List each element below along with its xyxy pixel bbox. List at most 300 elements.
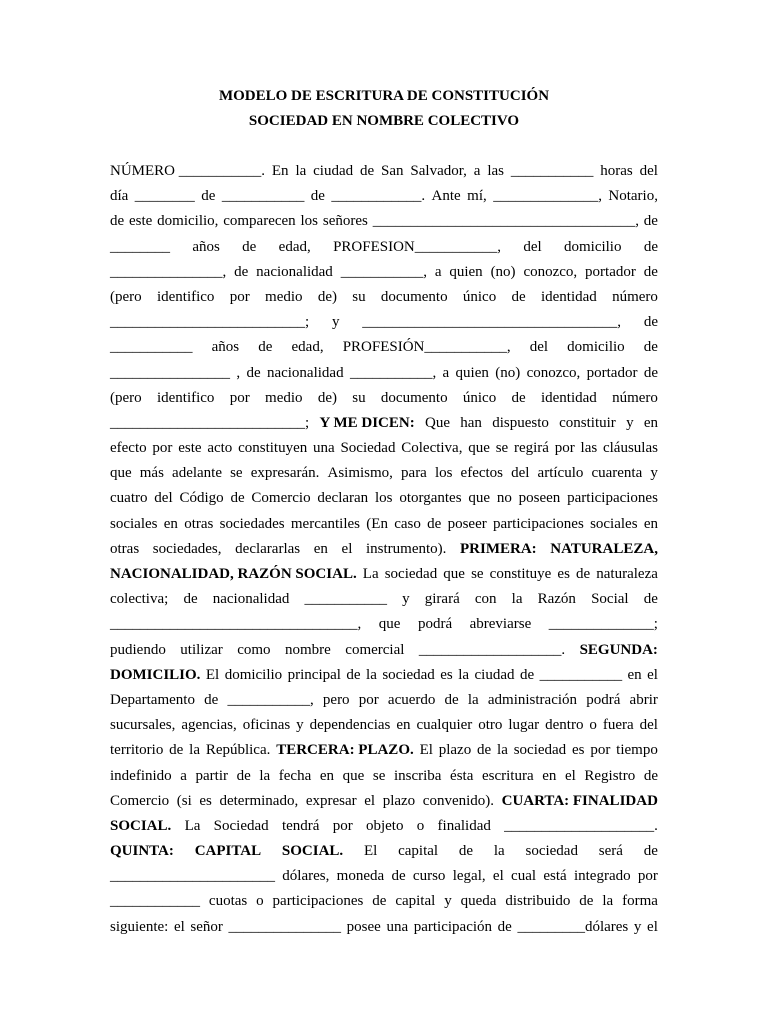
body-word: sociedad [382,666,435,683]
body-word: naturaleza [596,566,658,582]
body-word: es [572,742,585,759]
body-word: Ante [431,188,461,205]
body-word: efecto [110,440,147,457]
body-word: único [462,288,497,305]
body-line [110,663,658,688]
body-word: de) [317,288,337,305]
body-word: la [189,742,200,759]
body-word: con [474,591,497,608]
body-word: y [626,414,634,431]
body-word: participaciones [493,515,584,532]
body-word: siguiente: [110,918,169,935]
body-line [110,235,658,260]
body-word: partir [195,767,228,784]
body-word: tiempo [616,742,658,759]
body-word: identidad [540,288,597,305]
body-word: indefinido [110,767,172,784]
body-line [110,310,658,335]
bold-heading-text: CAPITAL [194,843,262,860]
body-word: en [319,767,335,784]
body-word: moneda [336,868,385,885]
body-word: Colectiva, [401,440,463,457]
body-word: de [183,591,198,608]
body-word: sociedades, [152,540,222,557]
body-word: inscriba [393,767,442,784]
body-word: a [180,767,187,784]
body-word: de [643,767,658,784]
body-word: por [152,440,173,457]
body-word: de [497,918,512,935]
body-word: instrumento). [365,540,447,557]
body-word: ciudad [474,666,515,683]
body-word: ésta [450,767,474,784]
body-word: participaciones [272,893,364,910]
body-word: y [296,717,304,734]
body-word: de [230,490,245,507]
body-word: de [511,389,526,406]
body-word: ciudad [313,163,354,179]
body-word: este [129,213,153,230]
body-word: las [487,163,504,179]
body-word: de [579,893,594,910]
body-word: ___________ [304,591,387,608]
body-word: que [468,490,491,507]
body-word: una [313,440,335,457]
body-word: __________________________________, [362,314,622,331]
body-word: constituyen [238,440,308,457]
body-word: en [163,515,178,532]
body-word: participaciones [567,490,658,507]
body-word: o [589,717,597,734]
body-word: PROFESION___________, [333,238,501,255]
body-word: mí, [467,188,487,205]
body-word: Sociedad [213,817,269,834]
body-word: del [639,163,658,179]
body-word: el [647,918,658,935]
body-word: dispuesto [492,414,549,431]
body-word: Sociedad [340,440,396,457]
body-word: en [643,414,658,431]
body-line [110,789,658,814]
body-word: El [205,666,220,683]
body-word: regirá [513,440,549,457]
body-word: por [637,868,658,885]
body-word: San [381,163,404,179]
body-word: República. [205,742,271,759]
body-word: sociedad [525,843,578,860]
body-word: lugar [508,717,540,734]
body-word: nacionalidad [266,364,344,381]
body-word: edad, [291,339,324,356]
bold-heading-text: PRIMERA: [460,540,537,557]
body-word: Comercio [110,792,170,809]
body-word: poseen [518,490,561,507]
body-line [110,361,658,386]
body-word: poseer [447,515,487,532]
body-word: (pero [110,288,142,305]
body-word: de [643,238,658,255]
body-word: adelante [172,465,222,482]
body-word: ___________ [221,188,305,205]
body-word: por [554,440,575,457]
body-word: acuerdo [387,691,436,708]
body-word: de [242,238,257,255]
body-word: oficinas [242,717,291,734]
body-word: ____________. [331,188,426,205]
body-word: las [580,440,598,457]
body-word: acto [207,440,233,457]
body-word: fuera [602,717,634,734]
body-word: o [256,893,264,910]
body-word: el [341,540,353,557]
body-word: en [643,515,658,532]
body-word: del [639,717,658,734]
body-word: y [633,918,642,935]
body-word: de [246,364,261,381]
body-word: tendrá [281,817,320,834]
body-word: este [178,440,202,457]
body-word: una [386,918,409,935]
body-line [110,335,658,360]
body-word: dependencias [309,717,391,734]
body-word: determinado, [219,792,299,809]
body-word: la [493,843,505,860]
body-word: abrir [629,691,658,708]
body-word: la [259,767,271,784]
body-word: documento [380,288,448,305]
body-word: en [313,540,328,557]
body-word: de [346,666,361,683]
body-word: capital [398,843,439,860]
body-word: de [258,339,273,356]
body-word: ______________________ [110,868,275,885]
body-word: PROFESIÓN___________, [342,339,511,356]
body-word: por [229,389,250,406]
body-word: queda [460,893,497,910]
body-word: a [473,163,481,179]
body-word: los [300,213,319,230]
body-word: número [612,389,658,406]
body-line [110,512,658,537]
body-word: cuatro [110,490,148,507]
bold-heading-text: SEGUNDA: [579,641,658,658]
body-word: que [443,566,465,582]
body-word: ____________________. [504,817,658,834]
body-word: de [372,893,387,910]
body-word: ______________; [548,616,658,633]
body-word: han [460,414,482,431]
body-word: a [434,263,442,280]
body-word: para [401,465,427,482]
body-word: nombre [285,641,331,658]
body-word: de [234,263,249,280]
body-line [110,411,658,436]
body-word: ___________________. [418,641,566,658]
body-word: identidad [540,389,597,406]
body-word: por [358,691,379,708]
body-word: portador [585,263,636,280]
body-word: Notario, [608,188,658,205]
body-word: en [396,717,411,734]
body-word: Salvador, [410,163,467,179]
body-word: constituir [559,414,616,431]
body-word: el [564,767,576,784]
body-word: será [598,843,623,860]
body-word: dentro [545,717,584,734]
body-word: (pero [110,389,142,406]
body-word: artículo [537,465,584,482]
body-word: abreviarse [469,616,532,633]
bold-heading-text: SOCIAL. [110,817,172,834]
body-word: conozco, [526,364,581,381]
body-word: principal [287,666,341,683]
body-word: de [427,515,442,532]
body-word: ________ [134,188,195,205]
body-word: Razón [537,591,576,608]
body-line [110,688,658,713]
body-word: declararlas [235,540,301,557]
body-line [110,159,658,184]
body-word: la [602,893,614,910]
body-word: otorgantes [399,490,462,507]
bold-heading-text: SOCIAL. [281,843,344,860]
body-word: quien [455,364,489,381]
body-word: El [363,843,378,860]
body-word: declaran [317,490,369,507]
body-word: _______________, [110,263,227,280]
body-word: de [458,843,474,860]
body-word: pudiendo [110,641,166,658]
body-word: los [434,465,453,482]
body-word: señores [322,213,368,230]
body-word: y [444,893,452,910]
body-word: finalidad [437,817,491,834]
body-word: nacionalidad [212,591,290,608]
body-line [110,713,658,738]
body-line [110,209,658,234]
bold-heading-text: Y ME DICEN: [319,414,415,431]
body-word: de [236,767,251,784]
body-word: plazo [382,792,416,809]
body-word: señor [190,918,223,935]
body-word: de [360,163,375,179]
body-line [110,889,658,914]
document-title: MODELO DE ESCRITURA DE CONSTITUCIÓN [218,88,550,104]
body-word: La [184,817,201,834]
body-word: legal, [452,868,486,885]
body-word: el [492,868,504,885]
body-word: medio [265,288,303,305]
body-word: caso [394,515,421,532]
body-word: curso [412,868,446,885]
body-word: de [643,843,658,860]
body-word: los [375,490,393,507]
body-word: __________________________; [110,314,310,331]
body-word: más [139,465,164,482]
body-word: administración [487,691,578,708]
body-word: sucursales, [110,717,176,734]
body-line [110,562,658,587]
body-word: conozco, [523,263,578,280]
body-word: de [643,339,658,356]
body-word: cláusulas [602,440,658,457]
body-word: se [372,767,386,784]
body-word: (En [366,515,388,532]
body-word: El [419,742,433,759]
body-word: de [643,314,658,331]
body-word: del [523,238,542,255]
body-word: de [169,742,184,759]
body-line [110,915,658,940]
body-word: comparecen [223,213,296,230]
body-word: del [154,490,173,507]
body-word: pero [322,691,350,708]
body-word: forma [622,893,658,910]
body-line [110,486,658,511]
body-line [110,184,658,209]
body-word: la [458,666,470,683]
body-word: del [511,465,530,482]
body-word: expresarán. [250,465,320,482]
body-word: de [519,666,535,683]
bold-heading-text: NACIONALIDAD, RAZÓN SOCIAL. [110,566,357,582]
body-word: de [576,566,591,582]
body-word: de [310,188,325,205]
body-word: y [331,314,340,331]
body-word: colectiva; [110,591,169,608]
body-line [110,764,658,789]
body-word: capital [395,893,436,910]
body-word: horas [600,163,633,179]
body-word: de [444,691,459,708]
body-word: que [110,465,132,482]
body-word: cualquier [416,717,473,734]
body-word: de [643,591,658,608]
body-word: comercial [345,641,405,658]
body-word: portador [586,364,638,381]
body-line [110,738,658,763]
body-word: integrado [573,868,631,885]
body-word: cuarenta [591,465,643,482]
body-word: ______________, [493,188,602,205]
body-line [110,864,658,889]
body-word: su [352,389,366,406]
body-word: es [557,566,570,582]
body-word: que [378,616,401,633]
body-word: está [543,868,567,885]
body-word: _________________________________, [110,616,362,633]
body-word: ________ [110,238,170,255]
body-word: la [511,591,523,608]
body-word: Código [179,490,224,507]
body-word: se [471,566,484,582]
bold-heading-text: DOMICILIO. [110,666,201,683]
body-word: documento [380,389,448,406]
body-word: (si [176,792,192,809]
body-word: edad, [278,238,311,255]
body-word: se [495,440,509,457]
body-word: identifico [156,389,215,406]
body-word: ___________, [227,691,314,708]
body-line [110,386,658,411]
body-word: cuotas [208,893,248,910]
body-line [110,436,658,461]
body-word: único [462,389,497,406]
body-word: se [230,465,243,482]
body-word: por [590,742,611,759]
body-word: y [650,465,658,482]
body-word: en [542,767,557,784]
body-word: como [237,641,271,658]
body-word: domicilio, [157,213,219,230]
body-line [110,839,658,864]
body-word: del [529,339,549,356]
body-word: girará [424,591,460,608]
body-word: el [364,792,376,809]
body-word: , [236,364,241,381]
body-word: ________________ [110,364,230,381]
body-word: de [204,691,219,708]
body-word: mercantiles [290,515,361,532]
body-word: ___________________________________, [372,213,639,230]
body-word: territorio [110,742,164,759]
body-word: posee [346,918,381,935]
body-word: que [342,767,365,784]
body-word: otras [184,515,214,532]
body-word: efectos [460,465,504,482]
body-word: el [173,918,185,935]
body-word: (no) [495,364,521,381]
body-word: ___________ [510,163,594,179]
body-word: Asimismo, [327,465,393,482]
body-line [110,260,658,285]
body-word: escritura [481,767,534,784]
bold-heading-text: QUINTA: [110,843,174,860]
body-word: en [627,666,642,683]
body-word: años [192,238,220,255]
body-word: Que [424,414,450,431]
body-word: nacionalidad [256,263,333,280]
body-line [110,612,658,637]
body-word: ___________ [539,666,623,683]
bold-heading-text: NATURALEZA, [550,540,658,557]
body-word: Departamento [110,691,195,708]
body-word: constituye [489,566,552,582]
body-word: de) [317,389,337,406]
body-word: medio [265,389,303,406]
body-word: utilizar [180,641,223,658]
body-word: o [416,817,425,834]
body-word: sociales [110,515,158,532]
body-word: ___________, [349,364,437,381]
body-word: la [467,691,479,708]
body-word: ____________ [110,893,200,910]
body-word: de [110,213,125,230]
body-word: plazo [438,742,472,759]
body-word: la [366,666,377,683]
body-word: otro [478,717,503,734]
body-word: no [496,490,512,507]
bold-heading-text: TERCERA: PLAZO. [276,742,414,759]
body-word: que [468,440,490,457]
body-word: domicilio [567,339,625,356]
body-word: sociales [590,515,638,532]
body-word: convenido). [422,792,495,809]
body-word: participación [413,918,493,935]
body-word: objeto [365,817,404,834]
body-word: __________________________; [110,414,310,431]
body-word: de [201,188,216,205]
